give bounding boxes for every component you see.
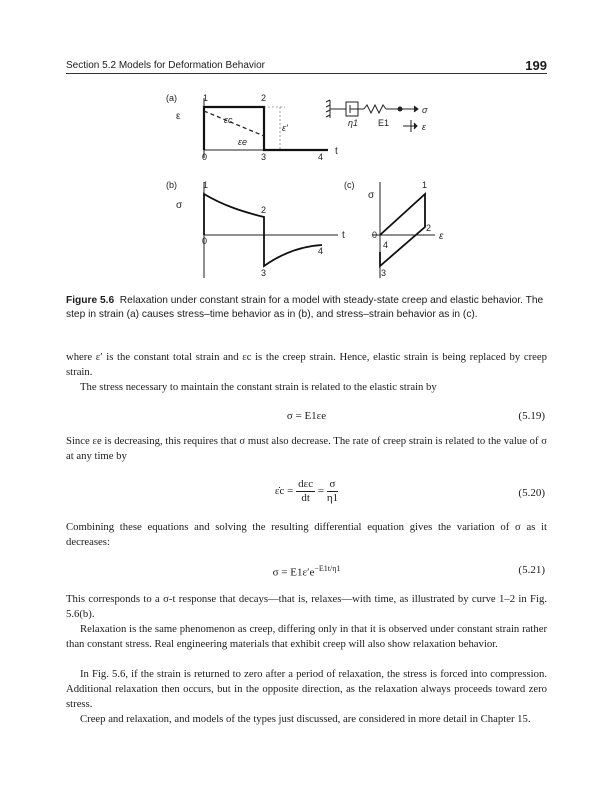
- panel-a-point-4: 4: [318, 152, 324, 162]
- equation-5-19-body: σ = E1εe: [286, 410, 327, 422]
- panel-c-point-0: 0: [372, 230, 378, 240]
- equation-5-20-equals: =: [317, 485, 325, 498]
- equation-5-21-number: (5.21): [518, 564, 545, 576]
- paragraph-3: Since εe is decreasing, this requires that σ must also decrease. The rate of creep strain is related to the value of σ at any time by: [66, 435, 547, 462]
- paragraph-6: Relaxation is the same phenomenon as creep, differing only in that it is observed under constant strain rather than constant stress. Real engineering materials that exhibit creep will also show relaxation behavior.: [66, 623, 547, 650]
- equation-5-20: [66, 478, 547, 510]
- panel-a-point-3: 3: [261, 152, 267, 162]
- equation-5-21-main: σ = E1ε′e: [272, 566, 315, 579]
- panel-b-label: (b): [166, 180, 177, 190]
- equation-5-21: [66, 560, 547, 580]
- paragraph-2: The stress necessary to maintain the constant strain is related to the elastic strain by: [80, 381, 437, 393]
- model-eta-label: η1: [348, 118, 359, 128]
- equation-5-20-frac-2: $\frac{\sigma}{\eta 1}$: [326, 478, 339, 504]
- panel-b-y-label: σ: [176, 200, 183, 211]
- equation-5-19-number: (5.19): [518, 410, 545, 422]
- panel-a-creep-label: εc: [224, 115, 233, 125]
- arrow-right-icon: [414, 106, 418, 112]
- panel-a-x-label: t: [335, 146, 338, 157]
- panel-c-point-2: 2: [426, 223, 432, 233]
- figure-caption: [66, 294, 547, 321]
- equation-5-20-frac-1: $\frac{\text{dεc}}{dt}$: [298, 478, 314, 504]
- panel-b-point-0: 0: [202, 236, 208, 246]
- equation-5-19: [66, 406, 547, 426]
- panel-c-stress-strain-path: [380, 194, 425, 266]
- panel-c-point-1: 1: [422, 180, 428, 190]
- panel-a-elastic-label: εe: [238, 137, 247, 147]
- paragraph-8: Creep and relaxation, and models of the types just discussed, are considered in more detail in Chapter 15.: [80, 713, 531, 725]
- panel-a-creep-dash: [204, 111, 264, 136]
- panel-c-point-3: 3: [381, 268, 387, 278]
- panel-c-y-label: σ: [368, 190, 375, 201]
- spring-icon: [364, 105, 386, 113]
- paragraph-7: In Fig. 5.6, if the strain is returned to zero after a period of relaxation, the stress is forced into compression. Additional relaxation then occurs, but in the opposite direction, as the relaxation always proceeds toward zero stress.: [66, 668, 547, 710]
- page-number: 199: [525, 58, 547, 73]
- figure-5-6: [160, 90, 460, 282]
- equation-5-20-lhs: ε̇c =: [274, 485, 294, 498]
- caption-label: Figure 5.6: [66, 295, 115, 306]
- spring-dashpot-model: [326, 100, 418, 132]
- panel-a-point-2: 2: [261, 93, 267, 103]
- panel-b-x-label: t: [342, 230, 345, 241]
- panel-b-point-2: 2: [261, 205, 267, 215]
- panel-c-x-label: ε: [439, 231, 444, 242]
- model-e-label: E1: [378, 118, 390, 128]
- panel-b-point-1: 1: [203, 180, 209, 190]
- panel-a-label: (a): [166, 93, 177, 103]
- header-rule: [66, 73, 547, 74]
- panel-b-point-4: 4: [318, 246, 324, 256]
- caption-text: Relaxation under constant strain for a model with steady-state creep and elastic behavior. The step in strain (a) causes stress–time behavior as in (b), and stress–strain behavior as in (c).: [66, 295, 544, 320]
- panel-a-y-label: ε: [176, 111, 181, 122]
- equation-5-21-exponent: −E1t/η1: [314, 564, 341, 573]
- panel-a-strain-step: [204, 107, 328, 150]
- panel-a-total-label: ε′: [282, 123, 288, 133]
- equation-5-20-number: (5.20): [518, 487, 545, 499]
- panel-c-point-4: 4: [383, 240, 389, 250]
- panel-c-label: (c): [344, 180, 355, 190]
- paragraph-1: where ε′ is the constant total strain and εc is the creep strain. Hence, elastic strain is being replaced by creep strain.: [66, 351, 547, 378]
- panel-a-point-0: 0: [202, 152, 208, 162]
- paragraph-5: This corresponds to a σ-t response that decays—that is, relaxes—with time, as illustrated by curve 1–2 in Fig. 5.6(b).: [66, 593, 547, 620]
- section-title: Section 5.2 Models for Deformation Behavior: [66, 60, 265, 71]
- model-sigma-right: σ: [422, 105, 428, 115]
- panel-b-point-3: 3: [261, 268, 267, 278]
- model-eps-label: ε: [422, 122, 426, 132]
- paragraph-4: Combining these equations and solving the resulting differential equation gives the variation of σ as it decreases:: [66, 521, 547, 548]
- panel-a-point-1: 1: [203, 93, 209, 103]
